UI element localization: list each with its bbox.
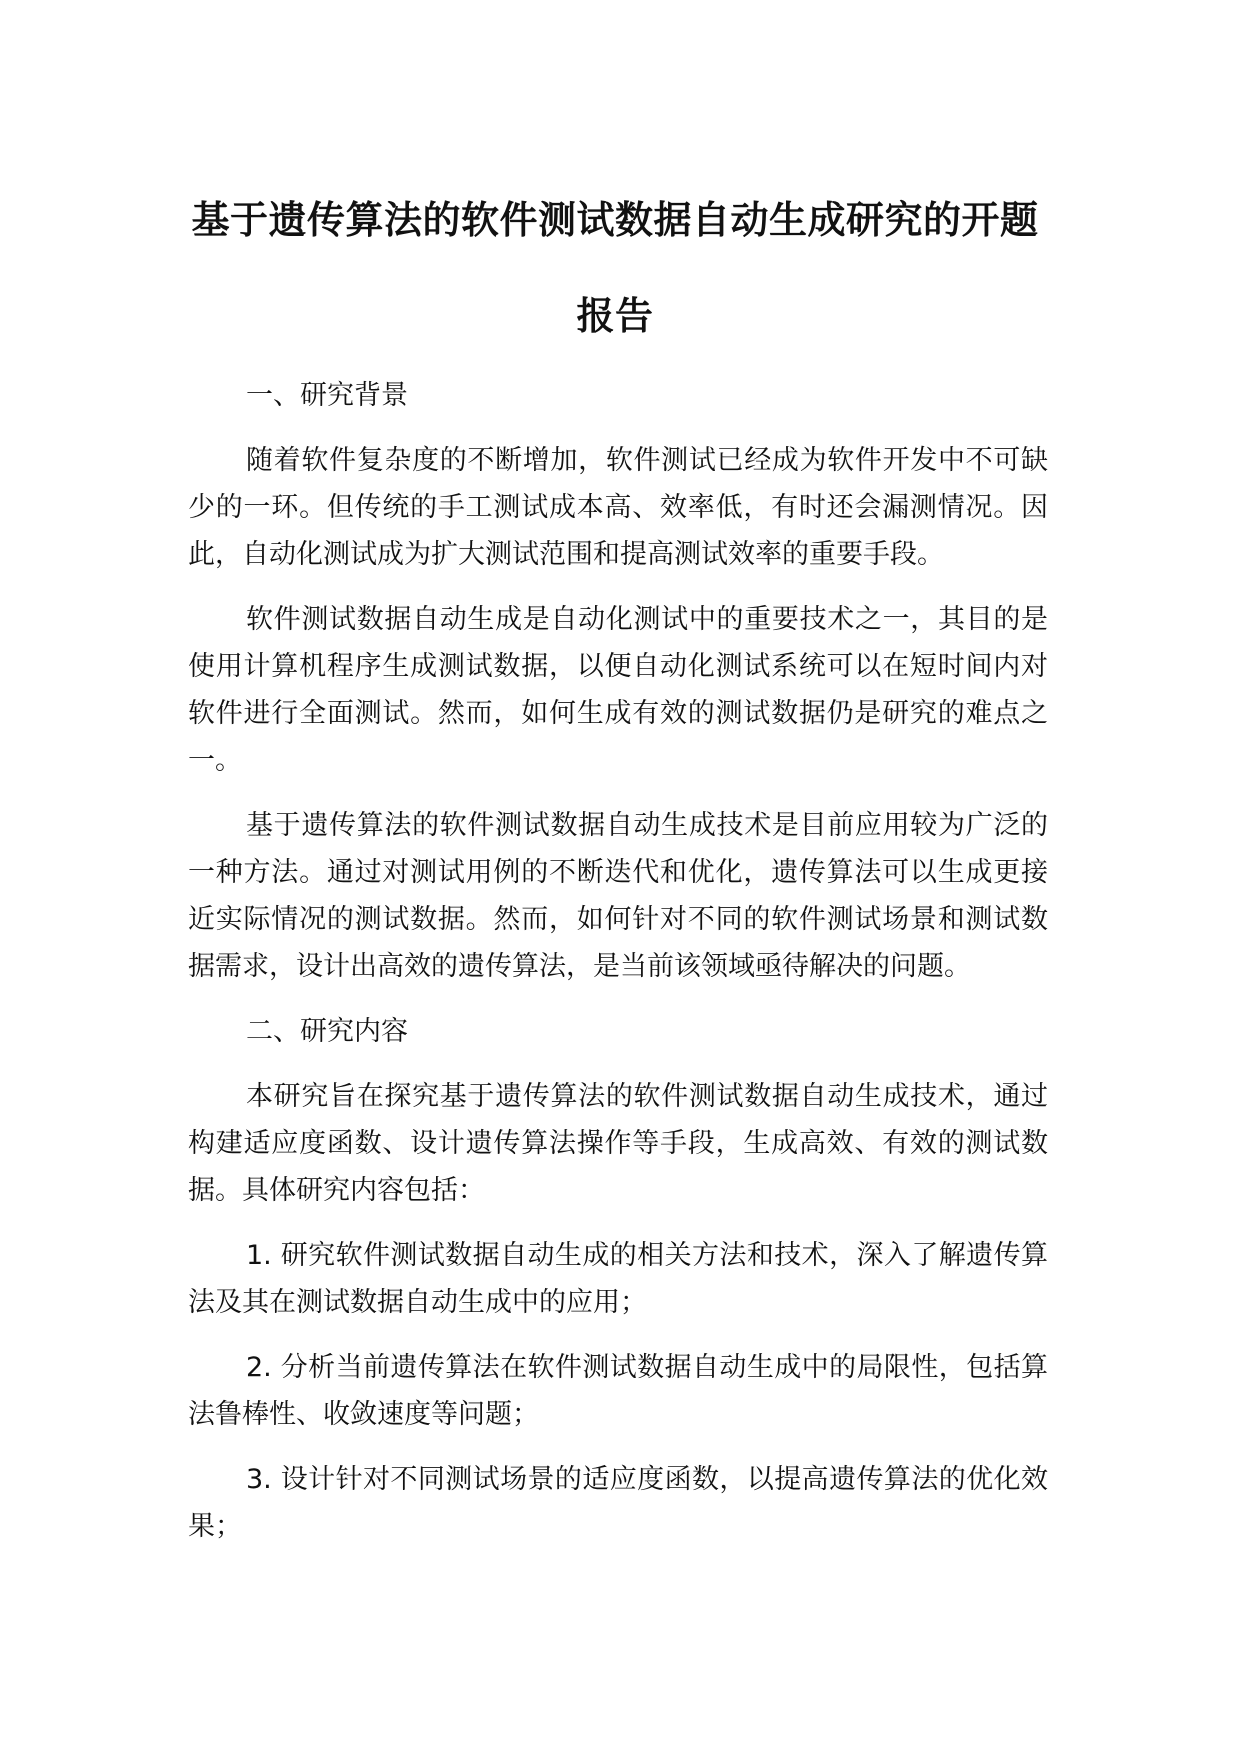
title-line-1: 基于遗传算法的软件测试数据自动生成研究的开题	[191, 198, 1039, 242]
paragraph: 基于遗传算法的软件测试数据自动生成技术是目前应用较为广泛的一种方法。通过对测试用例的不断迭代和优化，遗传算法可以生成更接近实际情况的测试数据。然而，如何针对不同的软件测试场景和测试数据需求，设计出高效的遗传算法，是当前该领域亟待解决的问题。	[188, 810, 1048, 982]
list-item: 1. 研究软件测试数据自动生成的相关方法和技术，深入了解遗传算法及其在测试数据自动生成中的应用；	[188, 1240, 1048, 1318]
section-heading-background: 一、研究背景	[246, 380, 408, 411]
document-body	[188, 372, 1048, 1568]
list-item: 2. 分析当前遗传算法在软件测试数据自动生成中的局限性，包括算法鲁棒性、收敛速度等问题；	[188, 1352, 1048, 1430]
title-line-2: 报告	[576, 294, 654, 338]
list-item: 3. 设计针对不同测试场景的适应度函数，以提高遗传算法的优化效果；	[188, 1464, 1048, 1542]
paragraph: 本研究旨在探究基于遗传算法的软件测试数据自动生成技术，通过构建适应度函数、设计遗传算法操作等手段，生成高效、有效的测试数据。具体研究内容包括：	[188, 1081, 1048, 1206]
paragraph: 随着软件复杂度的不断增加，软件测试已经成为软件开发中不可缺少的一环。但传统的手工测试成本高、效率低，有时还会漏测情况。因此，自动化测试成为扩大测试范围和提高测试效率的重要手段。	[188, 445, 1048, 570]
paragraph: 软件测试数据自动生成是自动化测试中的重要技术之一，其目的是使用计算机程序生成测试数据，以便自动化测试系统可以在短时间内对软件进行全面测试。然而，如何生成有效的测试数据仍是研究的难点之一。	[188, 604, 1048, 776]
document-title	[180, 172, 1050, 364]
section-heading-content: 二、研究内容	[246, 1016, 408, 1047]
